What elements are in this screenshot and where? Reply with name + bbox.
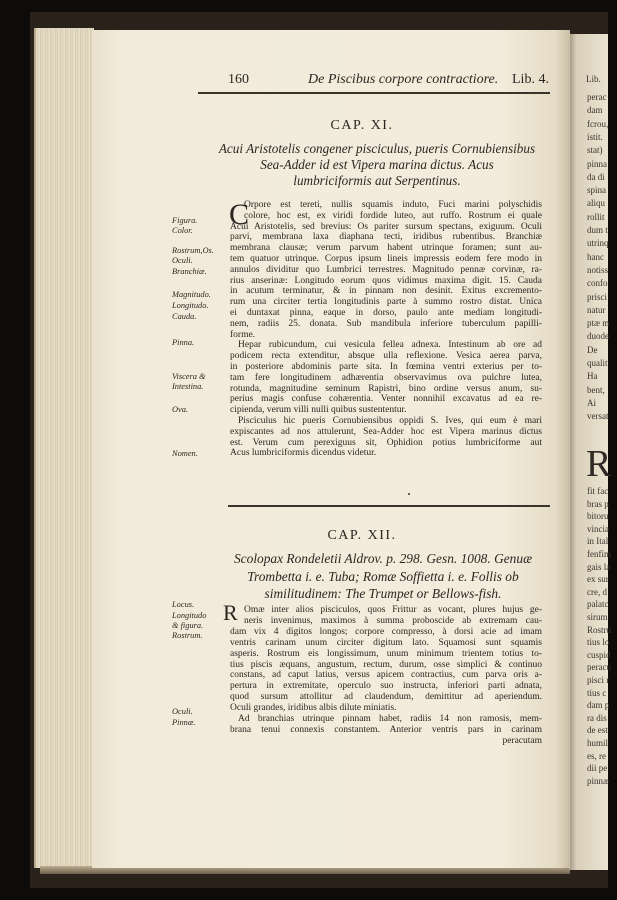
facing-page-fragment: tius lo <box>587 637 610 648</box>
chapter-heading-xii: CAP. XII. <box>327 528 397 543</box>
margin-note: Pinnæ. <box>172 718 196 727</box>
margin-note: Cauda. <box>172 312 197 321</box>
facing-page-fragment: dam p <box>587 700 610 711</box>
facing-page-drop-cap: R <box>586 443 612 485</box>
facing-page-fragment: Ha <box>587 371 598 382</box>
facing-page-fragment: utrinq <box>587 238 609 249</box>
facing-page-fragment: tius c <box>587 687 607 698</box>
running-header <box>92 72 570 90</box>
book-label: Lib. 4. <box>512 72 549 87</box>
margin-note: Figura. <box>172 216 198 225</box>
chapter-heading-xi: CAP. XI. <box>330 118 394 133</box>
facing-page-fragment: ex sur <box>587 574 609 585</box>
text-line: parvi, membrana laxa diaphana tecti, iridibus rubentibus. Branchiæ <box>230 232 542 243</box>
facing-page-fragment: Lib. <box>586 74 601 84</box>
text-line: Oculi grandes, iridibus albis dilute miniatis. <box>230 703 397 714</box>
margin-note: Branchiæ. <box>172 267 207 276</box>
facing-page-fragment: notiss <box>587 264 609 275</box>
facing-page-fragment: vincia <box>587 523 609 534</box>
facing-page-fragment: ptæ m <box>587 318 610 329</box>
facing-page-fragment: versat <box>587 411 609 422</box>
subtitle-line: lumbriciformis aut Serpentinus. <box>293 173 461 188</box>
text-line: Acui Aristotelis, sed brevius: Os pariter sursum spectans, exiguum. Oculi <box>230 221 542 232</box>
facing-page-fragment: Ai <box>587 397 596 408</box>
subtitle-line: Sea-Adder id est Vipera marina dictus. Acus <box>260 157 494 172</box>
facing-page-fragment: hanc <box>587 251 604 262</box>
text-line: Ad branchias utrinque pinnam habet, radiis 14 non ramosis, mem- <box>238 714 542 724</box>
facing-page-fragment: bras p <box>587 498 609 509</box>
text-line: Orpore est tereti, nullis squamis induto, Fuci marini polyschidis <box>244 200 542 210</box>
page-edges <box>34 28 94 868</box>
text-line: in acutum terminatur, & in pinnam non desinit. Exitus excremento- <box>230 286 542 297</box>
facing-page-fragment: dam <box>587 105 603 116</box>
facing-page-fragment: spina <box>587 185 606 196</box>
facing-page-fragment: cre, d <box>587 586 607 597</box>
subtitle-line: Acui Aristotelis congener pisciculus, pueris Cornubiensibus <box>218 141 536 156</box>
text-line: peracutam <box>502 735 542 746</box>
facing-page-fragment: fenfim <box>587 549 611 559</box>
facing-page-fragment: pinnæ <box>587 775 610 786</box>
drop-cap-r: R <box>223 600 238 625</box>
text-line: cipienda, verum villi nulli quibus sustententur. <box>230 405 407 416</box>
ornament-dot <box>408 493 410 495</box>
facing-page-fragment: in Ital <box>587 536 609 547</box>
facing-page-fragment: dum t <box>587 225 608 235</box>
header-rule <box>198 92 550 94</box>
subtitle-line: Scolopax Rondeletii Aldrov. p. 298. Gesn. 1008. Genuæ <box>233 551 533 566</box>
text-line: annulos dividitur quo Lumbrici terrestres. Magnitudo pennæ corvinæ, ra- <box>230 264 542 275</box>
facing-page-fragment: pinna <box>587 158 607 169</box>
facing-page-fragment: confo <box>587 278 608 289</box>
facing-page-fragment: pisci r <box>587 675 610 685</box>
facing-page-fragment: prisci <box>587 291 607 302</box>
text-line: Pisciculus hic pueris Cornubiensibus oppidi S. Ives, qui eum è mari <box>238 416 542 426</box>
facing-page-fragment: istit. <box>587 131 603 142</box>
facing-page-fragment: stat) <box>587 145 603 156</box>
facing-page-fragment: humil <box>587 738 609 748</box>
margin-note: Magnitudo. <box>172 290 211 299</box>
margin-note: & figura. <box>172 621 204 630</box>
facing-page-fragment: qualit <box>587 358 608 368</box>
text-line: tius piscis æquans, angustum, rectum, durum, osse simplici & continuo <box>230 659 542 670</box>
margin-note: Color. <box>172 226 193 235</box>
text-line: pertura in extremitate, operculo suo instructa, inferiori parti adnata, <box>230 681 542 692</box>
text-line: podicem recta extenditur, absque ulla reflexione. Vesica aerea parva, <box>230 351 542 362</box>
chapter-subtitle-xii <box>218 550 548 603</box>
facing-page-fragment: duode <box>587 331 609 342</box>
facing-page <box>566 34 612 870</box>
margin-note: Locus. <box>172 600 195 609</box>
facing-page-fragment: cuspid <box>587 649 611 660</box>
text-line: expiscantes ad nos attulerunt, Sea-Adder hoc est Vipera marinus dictus <box>230 426 542 437</box>
chapter-subtitle-xi <box>202 141 552 189</box>
facing-page-fragment: palatc <box>587 599 609 610</box>
page-number: 160 <box>228 72 249 87</box>
text-line: rotunda, magnitudine seminum Rapistri, bino ordine versus anum, su- <box>230 383 542 394</box>
margin-note: Oculi. <box>172 707 193 716</box>
text-line: brana tenui connexis constantem. Anterior ventris pars in carinam <box>230 724 542 735</box>
facing-page-fragment: natur <box>587 304 606 315</box>
facing-page-fragment: ra dis <box>587 712 607 723</box>
facing-page-fragment: de est <box>587 725 608 736</box>
text-line: nem, radiis 25. donata. Sub mandibula inferiore tuberculum papilli- <box>230 318 542 329</box>
text-line: membrana clausæ; verum parvum habent utrinque foramen; sunt au- <box>230 243 542 254</box>
text-line: constans, ad caput latius, versus apicem contractius, cum parva oris a- <box>230 670 542 681</box>
margin-note: Viscera & <box>172 372 206 381</box>
subtitle-line: Trombetta i. e. Tuba; Romæ Soffietta i. e. Follis ob <box>247 568 519 584</box>
facing-page-fragment: gais la <box>587 561 611 572</box>
facing-page-fragment: bitoru <box>587 511 609 522</box>
text-line: Hepar rubicundum, cui vesicula fellea adnexa. Intestinum ab ore ad <box>238 340 542 351</box>
margin-note: Pinna. <box>172 338 195 347</box>
margin-note: Longitudo. <box>172 301 209 310</box>
facing-page-fragment: fit fac <box>587 486 609 496</box>
subtitle-line: similitudinem: The Trumpet or Bellows-fish. <box>264 586 502 601</box>
facing-page-fragment: Rostru <box>587 624 612 635</box>
text-line: Acus lumbriciformis dicendus videtur. <box>230 448 377 459</box>
text-line: in posteriore abdominis parte sita. In fœmina ventri exterius per to- <box>230 362 542 372</box>
margin-note: Ova. <box>172 405 189 414</box>
margin-note: Longitudo <box>172 611 207 620</box>
text-line: tam fere longitudinem adhærentia observavimus ova pulchre lutea, <box>230 372 542 383</box>
text-line: rum una circiter tertia longitudinis parte à summo rostro distat. Unica <box>230 297 542 308</box>
facing-page-fragment: perac <box>587 92 607 102</box>
text-line: perius magis confuse cohærentia. Venter nonnihil excavatus ad ea re- <box>230 394 542 405</box>
facing-page-fragment: es, re <box>587 750 606 761</box>
margin-note: Nomen. <box>172 449 198 458</box>
facing-page-fragment: bent, <box>587 384 605 395</box>
text-line: Omæ inter alios pisciculos, quos Frittur as vocant, plures hujus ge- <box>244 605 542 615</box>
text-line: ventris carinam unum circiter digitum lato. Squamosi sunt squamis <box>230 637 542 648</box>
text-line: neris invenimus, maximos à summa proboscide ab extremam cau- <box>244 615 542 626</box>
facing-page-fragment: aliqu <box>587 198 605 209</box>
margin-note: Oculi. <box>172 256 193 265</box>
margin-note: Rostrum,Os. <box>172 246 214 255</box>
text-line: colore, hoc est, ex viridi fordide luteo, aut ruffo. Rostrum ei quale <box>244 210 542 221</box>
text-line: forme. <box>230 329 256 340</box>
facing-page-fragment: sirum <box>587 612 608 622</box>
margin-note: Rostrum. <box>172 631 203 640</box>
left-page <box>92 30 570 868</box>
facing-page-fragment: De <box>587 344 598 355</box>
text-line: tem quatuor utrinque. Corpus ipsum lineis impressis eodem fere modo in <box>230 254 542 264</box>
text-line: rius anserinæ: Longitudo eorum quos vidimus maxima digit. 15. Cauda <box>230 275 542 286</box>
text-line: est. Verum cum perexiguus sit, Ophidion potius lumbriciforme aut <box>230 437 542 448</box>
facing-page-fragment: peracu <box>587 662 611 673</box>
facing-page-fragment: da di <box>587 171 605 182</box>
facing-page-fragment: fcrou, <box>587 118 609 129</box>
drop-cap-c: C <box>229 198 250 231</box>
text-line: ei duntaxat pinna, eaque in dorso, paulo ante mediam longitudi- <box>230 308 542 318</box>
running-title: De Piscibus corpore contractiore. <box>308 72 499 87</box>
section-rule <box>228 505 550 507</box>
text-line: asperis. Rostrum eis longissimum, unum minimum trientem totius to- <box>230 648 542 659</box>
facing-page-fragment: dii pe <box>587 763 608 774</box>
text-line: dam vix 4 digitos longos; corpore compresso, à dorsi acie ad imam <box>230 626 542 637</box>
facing-page-fragment: rollit <box>587 211 605 222</box>
margin-note: Intestina. <box>172 382 204 391</box>
text-line: quod sursum attollitur ad claudendum, demittitur ad aperiendum. <box>230 692 542 703</box>
